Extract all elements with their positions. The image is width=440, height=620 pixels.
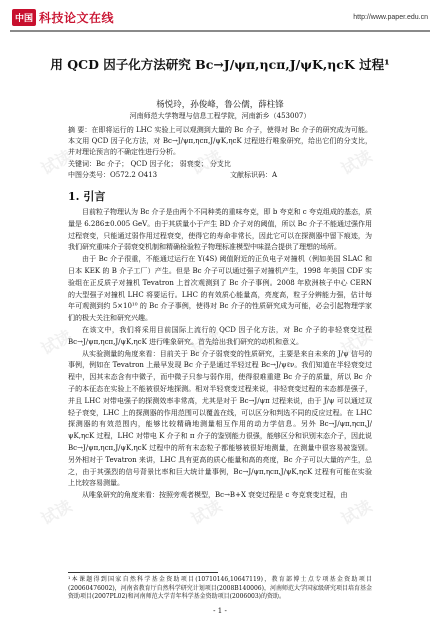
watermark: 试读	[37, 326, 76, 359]
page-header	[10, 8, 430, 28]
watermark: 试读	[337, 326, 376, 359]
header-divider	[10, 30, 430, 32]
affiliation: 河南师范大学物理与信息工程学院，河南新乡（453007）	[129, 112, 311, 120]
paper-title: 用 QCD 因子化方法研究 Bc→J/ψπ,ηcπ,J/ψK,ηcK 过程¹	[50, 57, 390, 72]
abstract: 摘 要：在即将运行的 LHC 实验上可以观测到大量的 Bc 介子，使得对 Bc 介子的研究成为可能。本文用 QCD 因子化方法，对 Bc→J/ψπ,ηcπ,J/ψK,ηcK 过程进行唯象研究，给出它们的分支比，并对理论预言的不确定性进行分析。	[68, 126, 372, 156]
page-number: - 1 -	[213, 607, 227, 615]
keywords: 关键词：Bc 介子； QCD 因子化； 弱衰变； 分支比	[68, 160, 231, 168]
logo-badge: 中国	[12, 9, 36, 26]
footnote: ¹本课题得到国家自然科学基金资助项目(10710146,10647119)，教育部博士点专项基金资助项目(20060476002)，河南省教育厅自然科学研究计划项目(2008B140006)，河南师范大学国家级研究项目培育基金资助项目(2007PL02)和河南师范大学青年科学基金资助项目(2006003)的资助。	[68, 576, 372, 600]
watermark: 试读	[337, 146, 376, 179]
paragraph: 由于 Bc 介子很重，不能通过运行在 Υ(4S) 阈值附近的正负电子对撞机（例如美国 SLAC 和日本 KEK 的 B 介子工厂）产生。但是 Bc 介子可以通过强子对撞机产生，1998 年美国 CDF 实验组在正反质子对撞机 Tevatron 上首次观测到了 Bc 介子事例。2008 年欧洲核子中心 CERN 的大型强子对撞机 LHC 将要运行。LHC 的有效质心能量高，亮度高，粒子分辨能力强，估计每年可观测到约 5×10¹⁰ 的 Bc 介子事例，使得对 Bc 介子的性质研究成为可能，必会引起物理学家们的极大关注和研究兴趣。	[68, 255, 372, 323]
watermark: 试读	[187, 496, 226, 529]
paragraph: 从实验测量的角度来看：目前关于 Bc 介子弱衰变的性质研究，主要是来自未来的 J/ψ 信号的事例，例如在 Tevatron 上最早发现 Bc 介子是通过半轻过程 Bc→J/ψℓν。我们知道在半轻衰变过程中，因其末态含有中微子，而中微子只参与弱作用，使得很难重建 Bc 介子的质量，所以 Bc 介子的本征态在实验上不能被很好地探测。相对半轻衰变过程来说，非轻衰变过程的末态都是强子，并且 LHC 对带电强子的探测效率非常高，尤其是对于 Bc→J/ψπ 过程来说，由于 J/ψ 可以通过双轻子衰变，LHC 上的探测器的作用范围可以覆盖在线，可以区分和判选不同的反应过程。在 LHC 探测器的有效范围内，能够比较精确地测量相互作用的动力学信息。另外 Bc→J/ψπ,ηcπ,J/ψK,ηcK 过程，LHC 对带电 K 介子和 π 介子的鉴别能力很强，能够区分和识别末态介子，因此说 Bc→J/ψπ,ηcπ,J/ψK,ηcK 过程中的所有末态粒子都能够被很好地测量，在测量中很容易被鉴别。另外相对于 Tevatron 来讲，LHC 具有更高的质心能量和高的亮度，Bc 介子可以大量的产生，总之，由于其强烈的信号背景比率和巨大统计量事例，Bc→J/ψπ,ηcπ,J/ψK,ηcK 过程有可能在实验上比较容易测量。	[68, 349, 372, 488]
watermark: 试读	[37, 146, 76, 179]
body-text	[68, 207, 372, 502]
logo-text: 科技论文在线	[39, 10, 115, 25]
footnote-divider	[68, 572, 218, 573]
site-url[interactable]: http://www.paper.edu.cn	[353, 14, 428, 21]
authors: 杨悦玲，孙俊峰，鲁公儒，薛柱锋	[156, 100, 284, 110]
paragraph: 目前粒子物理认为 Bc 介子是由两个不同种类的重味夸克，即 b 夸克和 c 夸克组成的基态，质量是 6.286±0.005 GeV。由于其质量小于产生 BD 介子对的阈值，所以 Bc 介子不能通过强作用过程衰变，只能通过弱作用过程衰变，使得它的寿命非常长，因此它可以在探测器中留下痕迹，为我们研究重味介子弱衰变机制和精确检验粒子物理标准模型中味混合提供了理想的场所。	[68, 208, 372, 252]
watermark: 试读	[187, 326, 226, 359]
section-heading: 1. 引言	[68, 190, 106, 203]
document-code: 文献标识码：A	[230, 171, 278, 179]
paragraph: 在该文中，我们将采用目前国际上流行的 QCD 因子化方法，对 Bc 介子的非轻衰变过程 Bc→J/ψπ,ηcπ,J/ψK,ηcK 进行唯象研究。首先给出我们研究的动机和意义。	[68, 325, 372, 346]
paragraph: 从唯象研究的角度来看：按照旁观者模型，Bc→B+X 衰变过程是 c 夸克衰变过程，由	[82, 491, 348, 500]
watermark: 试读	[37, 496, 76, 529]
watermark: 试读	[337, 496, 376, 529]
classification-number: 中图分类号：O572.2 O413	[68, 171, 158, 179]
watermark: 试读	[187, 146, 226, 179]
site-logo[interactable]	[12, 8, 114, 26]
